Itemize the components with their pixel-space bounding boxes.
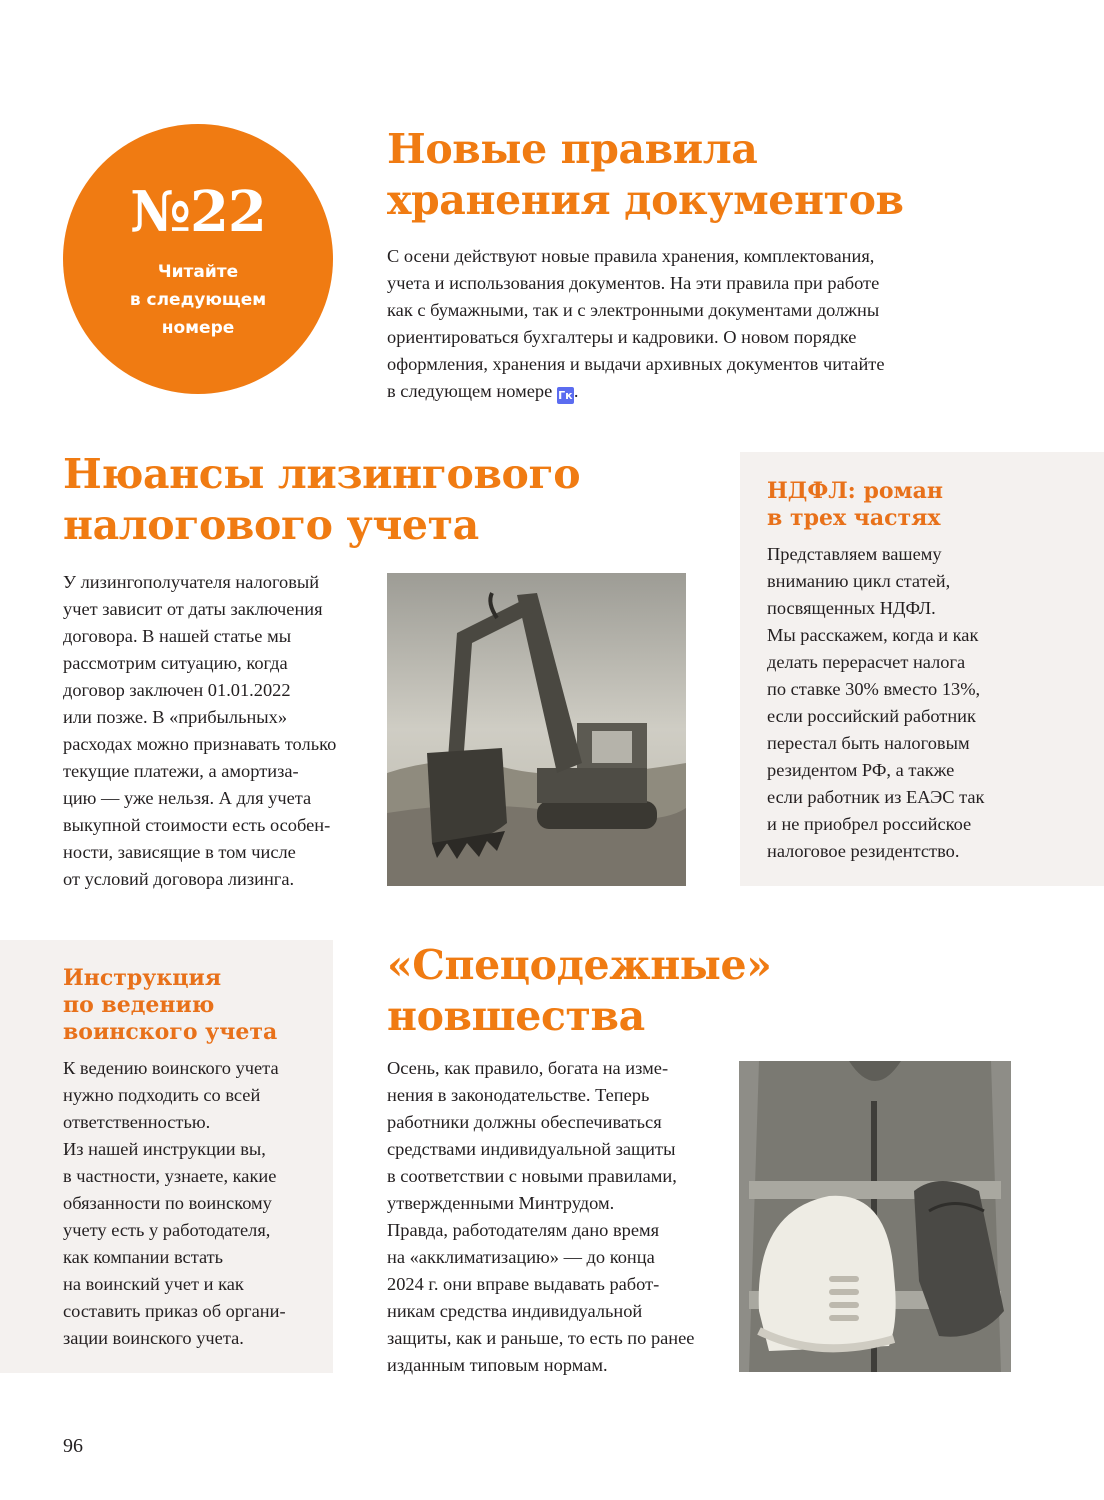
workwear-photo (739, 1061, 1011, 1372)
body-line: как компании встать (63, 1247, 224, 1267)
body-line: если российский работник (767, 706, 976, 726)
body-line: оформления, хранения и выдачи архивных документов читайте (387, 354, 885, 374)
body-line: ности, зависящие в том числе (63, 842, 296, 862)
body-line: Осень, как правило, богата на изме- (387, 1058, 669, 1078)
body-line: договора. В нашей статье мы (63, 626, 292, 646)
body-line: в частности, узнаете, какие (63, 1166, 277, 1186)
body-line: вниманию цикл статей, (767, 571, 951, 591)
article-docs-title (387, 124, 1077, 226)
body-line: если работник из ЕАЭС так (767, 787, 985, 807)
title-line: новшества (387, 992, 645, 1040)
body-line: работники должны обеспечиваться (387, 1112, 662, 1132)
body-line: ответственностью. (63, 1112, 211, 1132)
excavator-illustration (387, 573, 686, 886)
title-line: Нюансы лизингового (63, 450, 581, 498)
body-line-last (387, 378, 1077, 405)
body-line: резидентом РФ, а также (767, 760, 955, 780)
body-line: учет зависит от даты заключения (63, 599, 323, 619)
body-line: изданным типовым нормам. (387, 1355, 608, 1375)
body-line: учета и использования документов. На эти правила при работе (387, 273, 880, 293)
article-military-body (63, 1055, 323, 1352)
body-line: или позже. В «прибыльных» (63, 707, 288, 727)
title-line: хранения документов (387, 176, 904, 224)
body-line: рассмотрим ситуацию, когда (63, 653, 288, 673)
title-line: Новые правила (387, 125, 758, 173)
title-line: воинского учета (63, 1019, 278, 1045)
body-line: делать перерасчет налога (767, 652, 966, 672)
article-ndfl (767, 478, 1087, 532)
body-line-text: в следующем номере (387, 381, 553, 401)
body-line: составить приказ об органи- (63, 1301, 286, 1321)
workwear-illustration (739, 1061, 1011, 1372)
body-line: в соответствии с новыми правилами, (387, 1166, 677, 1186)
issue-number: №22 (130, 179, 266, 245)
teaser-subtitle-line: номере (161, 318, 235, 338)
body-line: Правда, работодателям дано время (387, 1220, 660, 1240)
body-line: цию — уже нельзя. А для учета (63, 788, 312, 808)
teaser-subtitle-line: Читайте (157, 262, 239, 282)
article-workwear (387, 940, 1077, 1042)
excavator-photo (387, 573, 686, 886)
title-line: Инструкция (63, 965, 222, 991)
body-line: по ставке 30% вместо 13%, (767, 679, 981, 699)
body-line: Представляем вашему (767, 544, 942, 564)
body-line: С осени действуют новые правила хранения, комплектования, (387, 246, 875, 266)
body-line: расходах можно признавать только (63, 734, 337, 754)
punctuation: . (573, 381, 579, 401)
body-line: выкупной стоимости есть особен- (63, 815, 331, 835)
body-line: нения в законодательстве. Теперь (387, 1085, 650, 1105)
body-line: текущие платежи, а амортиза- (63, 761, 299, 781)
body-line: утвержденными Минтрудом. (387, 1193, 615, 1213)
teaser-subtitle-line: в следующем (129, 290, 267, 310)
body-line: договор заключен 01.01.2022 (63, 680, 291, 700)
article-workwear-body (387, 1055, 727, 1379)
article-leasing-body (63, 569, 373, 893)
body-line: на «акклиматизацию» — до конца (387, 1247, 655, 1267)
body-line: Мы расскажем, когда и как (767, 625, 979, 645)
title-line: НДФЛ: роман (767, 478, 943, 504)
body-line: учету есть у работодателя, (63, 1220, 271, 1240)
body-line: средствами индивидуальной защиты (387, 1139, 676, 1159)
article-workwear-title (387, 940, 1077, 1042)
glavkniga-logo-icon: Гк (558, 389, 573, 402)
body-line: перестал быть налоговым (767, 733, 970, 753)
title-line: «Спецодежные» (387, 941, 772, 989)
body-line: налоговое резидентство. (767, 841, 960, 861)
teaser-subtitle (63, 258, 333, 342)
article-docs-body (387, 243, 1077, 405)
body-line: ориентироваться бухгалтеры и кадровики. О новом порядке (387, 327, 857, 347)
body-line: защиты, как и раньше, то есть по ранее (387, 1328, 695, 1348)
article-ndfl-body (767, 541, 1087, 865)
article-leasing-title (63, 449, 723, 551)
body-line: как с бумажными, так и с электронными документами должны (387, 300, 880, 320)
body-line: нужно подходить со всей (63, 1085, 261, 1105)
body-line: обязанности по воинскому (63, 1193, 272, 1213)
article-ndfl-title (767, 478, 1087, 532)
page-number: 96 (63, 1435, 83, 1457)
article-military-title (63, 965, 323, 1046)
body-line: никам средства индивидуальной (387, 1301, 643, 1321)
article-military (63, 965, 323, 1046)
article-leasing (63, 449, 723, 551)
title-line: в трех частях (767, 505, 941, 531)
body-line: от условий договора лизинга. (63, 869, 295, 889)
title-line: по ведению (63, 992, 215, 1018)
body-line: Из нашей инструкции вы, (63, 1139, 266, 1159)
body-line: 2024 г. они вправе выдавать работ- (387, 1274, 660, 1294)
body-line: У лизингополучателя налоговый (63, 572, 320, 592)
body-line: К ведению воинского учета (63, 1058, 279, 1078)
issue-teaser-circle (63, 124, 333, 394)
body-line: посвященных НДФЛ. (767, 598, 936, 618)
article-docs (387, 124, 1077, 226)
title-line: налогового учета (63, 501, 479, 549)
body-line: зации воинского учета. (63, 1328, 244, 1348)
body-line: и не приобрел российское (767, 814, 972, 834)
body-line: на воинский учет и как (63, 1274, 244, 1294)
